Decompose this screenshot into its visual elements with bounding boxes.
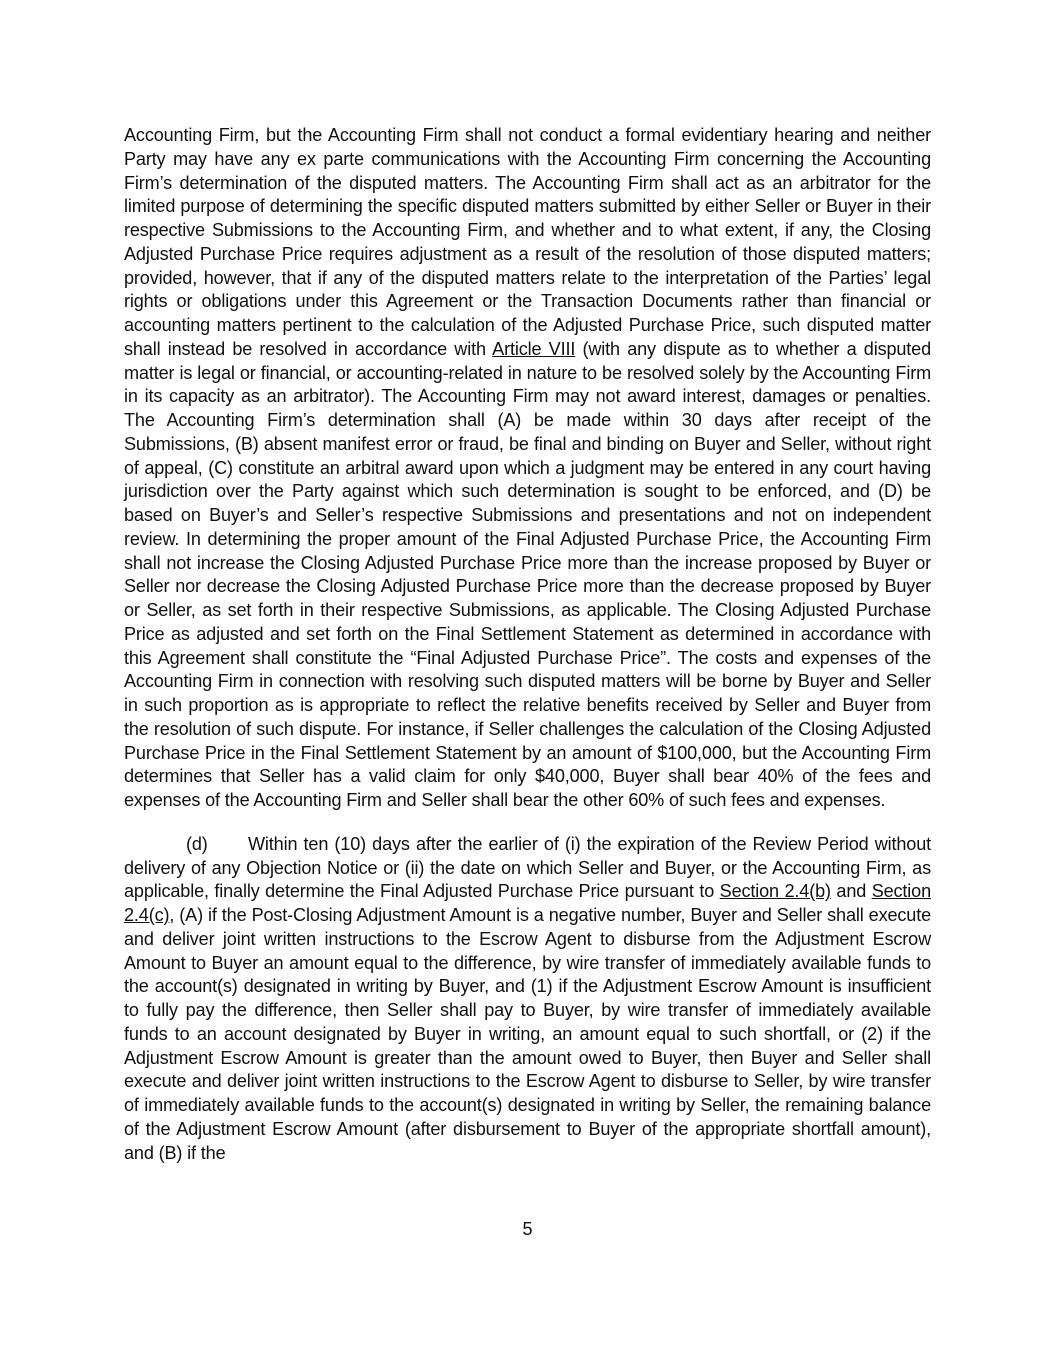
article-viii-reference[interactable]: Article VIII (492, 338, 576, 359)
paragraph-text: , (A) if the Post-Closing Adjustment Amount is a negative number, Buyer and Seller shall execute and deliver joint written instructions to the Escrow Agent to disburse from the Adjustment Escrow Amount to Buyer an amount equal to the difference, by wire transfer of immediately available funds to the account(s) designated in writing by Buyer, and (1) if the Adjustment Escrow Amount is insufficient to fully pay the difference, then Seller shall pay to Buyer, by wire transfer of immediately available funds to an account designated by Buyer in writing, an amount equal to such shortfall, or (2) if the Adjustment Escrow Amount is greater than the amount owed to Buyer, then Buyer and Seller shall execute and deliver joint written instructions to the Escrow Agent to disburse to Seller, by wire transfer of immediately available funds to the account(s) designated in writing by Seller, the remaining balance of the Adjustment Escrow Amount (after disbursement to Buyer of the appropriate shortfall amount), and (B) if the (124, 905, 931, 1163)
paragraph-text: Accounting Firm, but the Accounting Firm shall not conduct a formal evidentiary hearing and neither Party may have any ex parte communications with the Accounting Firm concerning the Accounting Firm’s determination of the disputed matters. The Accounting Firm shall act as an arbitrator for the limited purpose of determining the specific disputed matters submitted by either Seller or Buyer in their respective Submissions to the Accounting Firm, and whether and to what extent, if any, the Closing Adjusted Purchase Price requires adjustment as a result of the resolution of those disputed matters; provided, however, that if any of the disputed matters relate to the interpretation of the Parties’ legal rights or obligations under this Agreement or the Transaction Documents rather than financial or accounting matters pertinent to the calculation of the Adjusted Purchase Price, such disputed matter shall instead be resolved in accordance with (124, 125, 931, 359)
paragraph-text: Within ten (10) days after the earlier of (i) the expiration of the Review Period without delivery of any Objection Notice or (ii) the date on which Seller and Buyer, or the Accounting Firm, as applicable, finally determine the Final Adjusted Purchase Price pursuant to (124, 833, 931, 902)
section-2-4-c-reference[interactable]: Section 2.4(c) (124, 881, 931, 925)
page-number: 5 (522, 1219, 533, 1239)
paragraph-text: (with any dispute as to whether a disputed matter is legal or financial, or accounting-related in nature to be resolved solely by the Accounting Firm in its capacity as an arbitrator). The Accounting Firm may not award interest, damages or penalties. The Accounting Firm’s determination shall (A) be made within 30 days after receipt of the Submissions, (B) absent manifest error or fraud, be final and binding on Buyer and Seller, without right of appeal, (C) constitute an arbitral award upon which a judgment may be entered in any court having jurisdiction over the Party against which such determination is sought to be enforced, and (D) be based on Buyer’s and Seller’s respective Submissions and presentations and not on independent review. In determining the proper amount of the Final Adjusted Purchase Price, the Accounting Firm shall not increase the Closing Adjusted Purchase Price more than the increase proposed by Buyer or Seller nor decrease the Closing Adjusted Purchase Price more than the decrease proposed by Buyer or Seller, as set forth in their respective Submissions, as applicable. The Closing Adjusted Purchase Price as adjusted and set forth on the Final Settlement Statement as determined in accordance with this Agreement shall constitute the “Final Adjusted Purchase Price”. The costs and expenses of the Accounting Firm in connection with resolving such disputed matters will be borne by Buyer and Seller in such proportion as is appropriate to reflect the relative benefits received by Seller and Buyer from the resolution of such dispute. For instance, if Seller challenges the calculation of the Closing Adjusted Purchase Price in the Final Settlement Statement by an amount of $100,000, but the Accounting Firm determines that Seller has a valid claim for only $40,000, Buyer shall bear 40% of the fees and expenses of the Accounting Firm and Seller shall bear the other 60% of such fees and expenses. (124, 338, 931, 810)
paragraph-accounting-firm (124, 124, 931, 813)
document-body (124, 124, 931, 1165)
section-2-4-b-reference[interactable]: Section 2.4(b) (719, 881, 831, 902)
item-label: (d) (186, 833, 208, 854)
paragraph-d (124, 833, 931, 1166)
paragraph-text: and (830, 881, 872, 902)
